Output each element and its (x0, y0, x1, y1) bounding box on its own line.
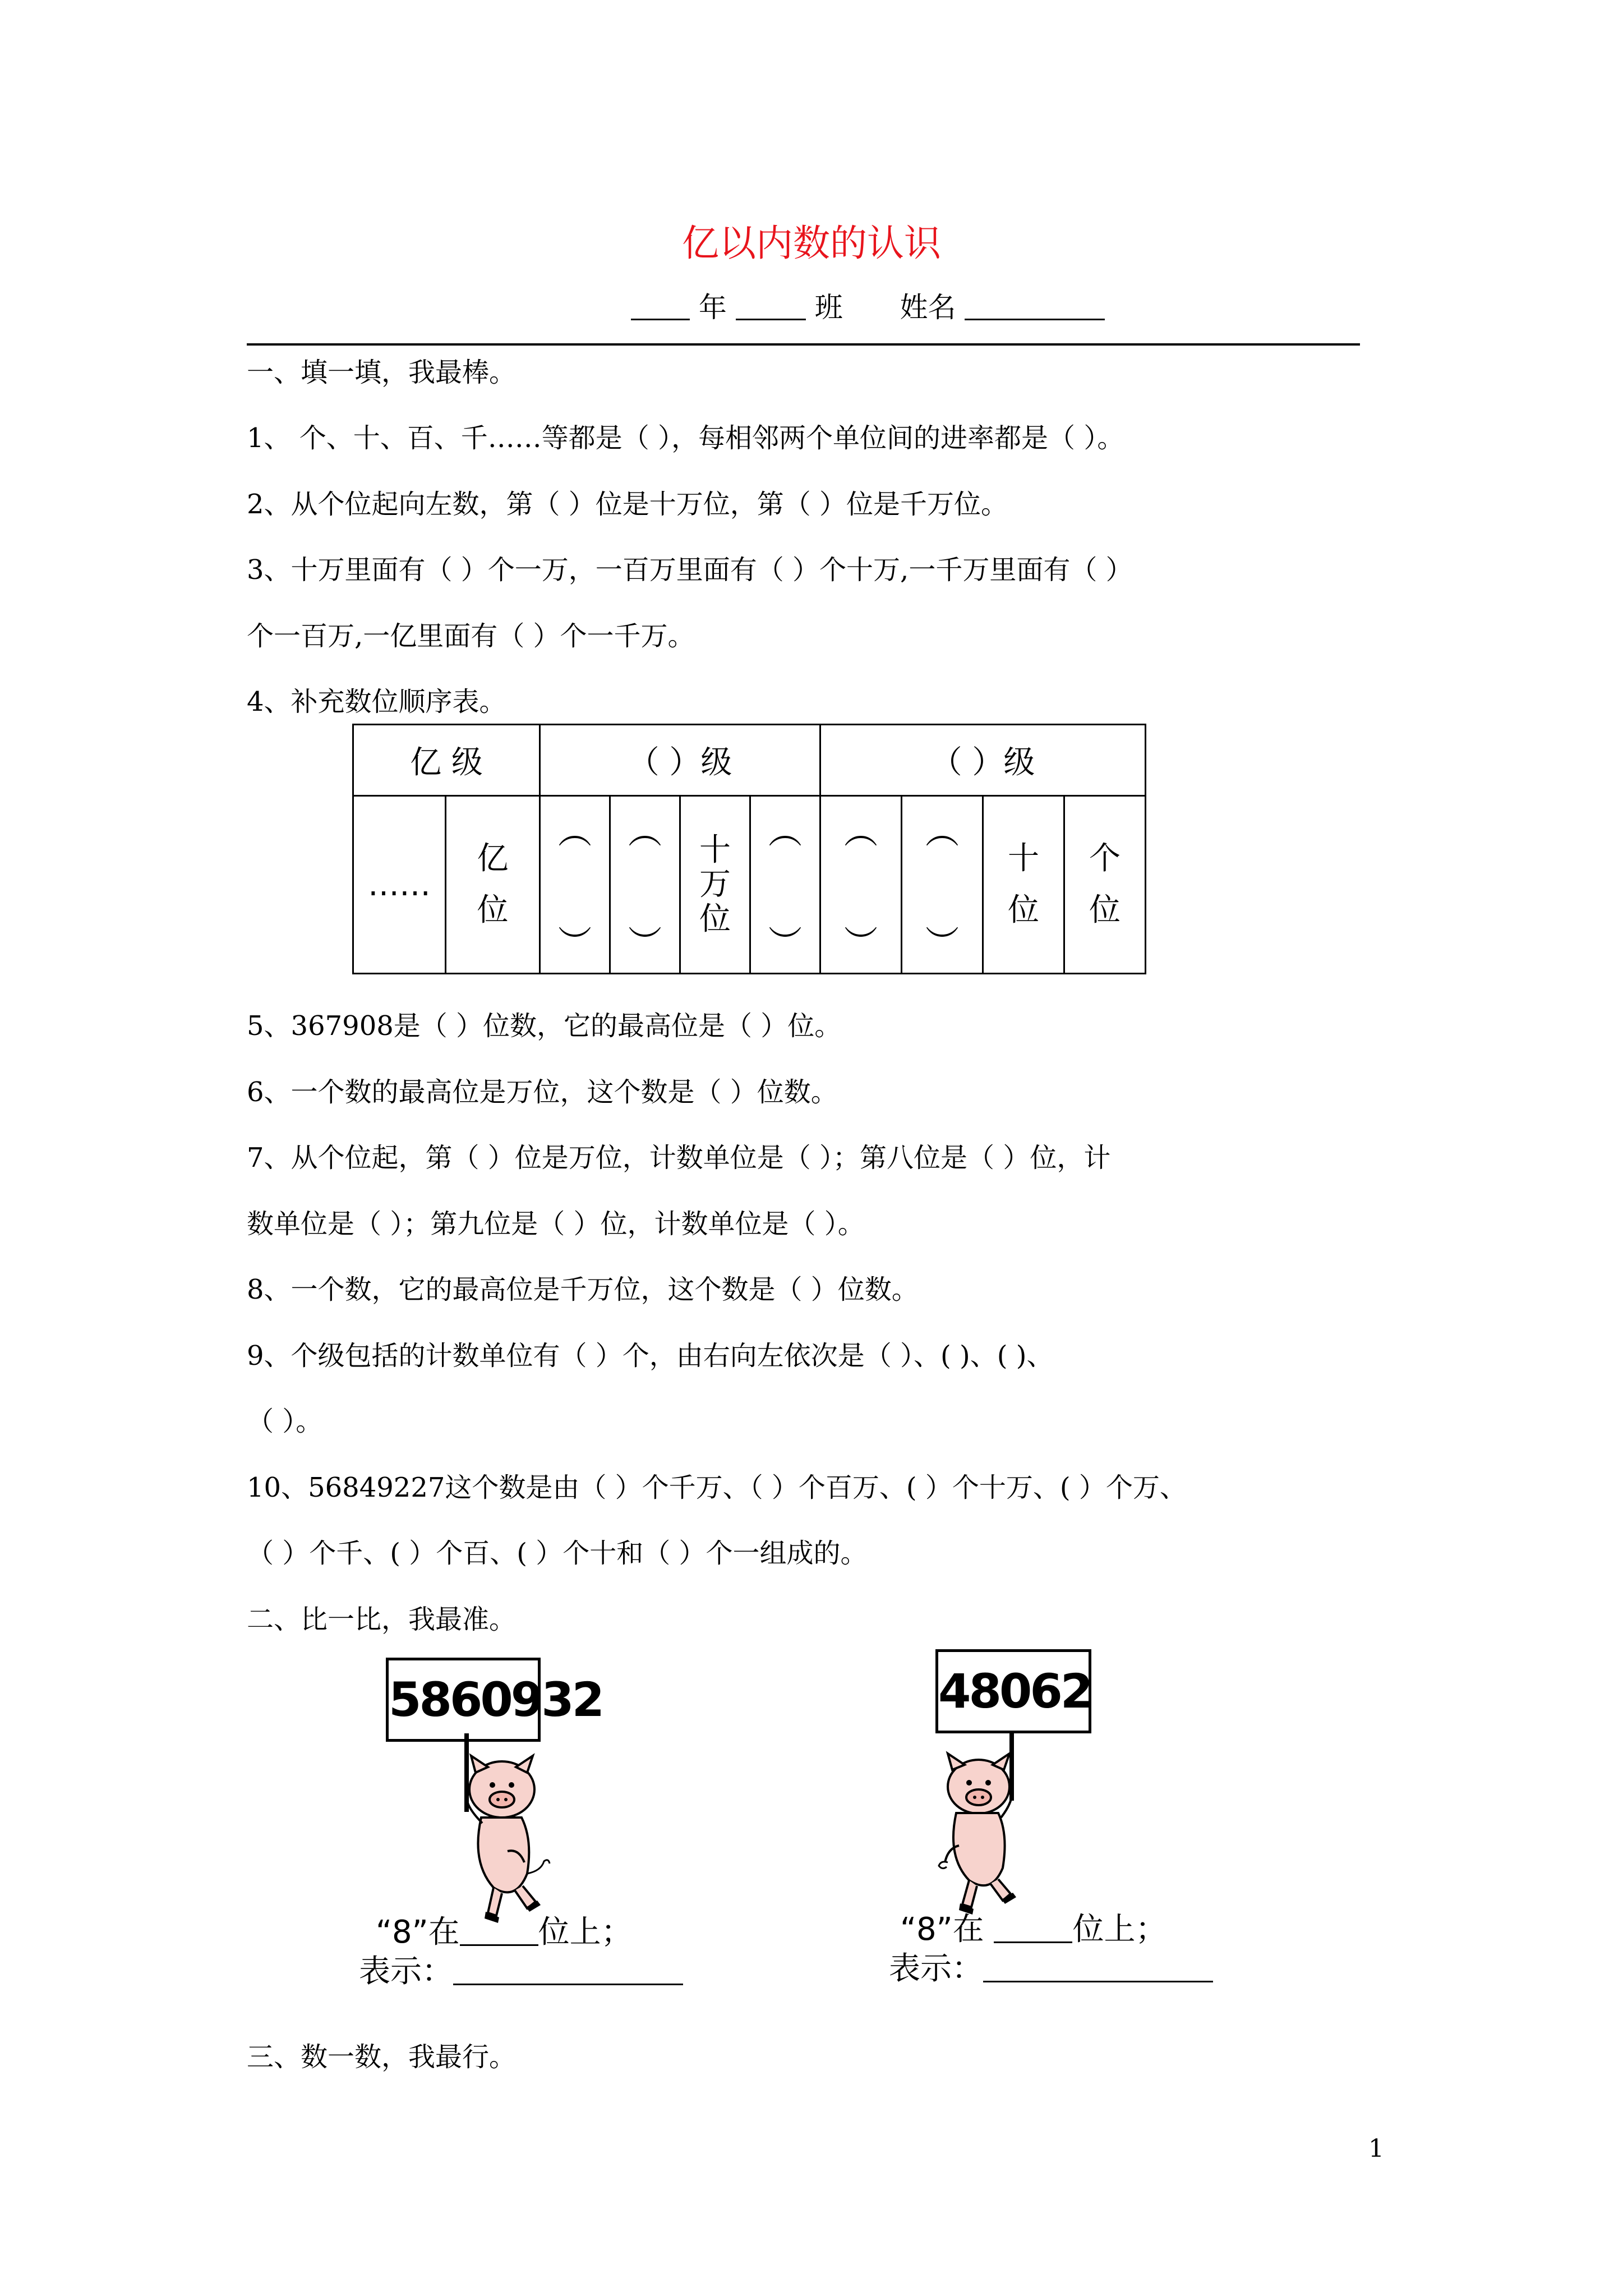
header-ge-level[interactable]: （ ）级 (820, 725, 1146, 796)
grade-blank[interactable] (631, 294, 690, 320)
name-blank[interactable] (965, 294, 1105, 320)
left-position-blank[interactable] (460, 1916, 538, 1946)
section3-heading: 三、数一数，我最行。 (247, 2041, 517, 2073)
blank-place-cell[interactable]: ︵ ︶ (610, 796, 680, 974)
shi-wan-wei-cell: 十 万 位 (680, 796, 750, 974)
question-4: 4、补充数位顺序表。 (247, 686, 506, 717)
right-meaning-blank[interactable] (983, 1953, 1213, 1982)
question-8: 8、一个数，它的最高位是千万位，这个数是（ ）位数。 (247, 1274, 919, 1305)
blank-place-cell[interactable]: ︵ ︶ (750, 796, 820, 974)
question-6: 6、一个数的最高位是万位，这个数是（ ）位数。 (247, 1076, 838, 1108)
header-rule (247, 343, 1360, 346)
yi-wei-cell: 亿 位 (446, 796, 540, 974)
question-1: 1、 个、十、百、千……等都是（ ），每相邻两个单位间的进率都是（ ）。 (247, 422, 1124, 454)
ge-wei-cell: 个 位 (1064, 796, 1146, 974)
question-10a: 10、56849227这个数是由（ ）个千万、（ ）个百万、( ）个十万、( ）个万、 (247, 1472, 1187, 1503)
question-10b: （ ）个千、( ）个百、( ）个十和（ ）个一组成的。 (247, 1538, 868, 1569)
shi-wei-cell: 十 位 (983, 796, 1064, 974)
header-yi-level: 亿 级 (353, 725, 540, 796)
ellipsis-text: …… (368, 866, 431, 903)
left-meaning-blank[interactable] (453, 1955, 683, 1985)
question-2: 2、从个位起向左数，第（ ）位是十万位，第（ ）位是千万位。 (247, 489, 1008, 520)
question-7b: 数单位是（ ）；第九位是（ ）位，计数单位是（ ）。 (247, 1208, 865, 1240)
question-3a: 3、十万里面有（ ）个一万，一百万里面有（ ）个十万,一千万里面有（ ） (247, 554, 1133, 586)
section2-heading: 二、比一比，我最准。 (247, 1604, 517, 1635)
blank-place-cell[interactable]: ︵ ︶ (540, 796, 610, 974)
question-3b: 个一百万,一亿里面有（ ）个一千万。 (247, 620, 695, 652)
blank-place-cell[interactable]: ︵ ︶ (902, 796, 983, 974)
left-caption-position: “8”在 位上； (376, 1914, 633, 1950)
pig-holding-sign-icon (925, 1733, 1032, 1918)
right-caption-position: “8”在 位上； (900, 1911, 1167, 1948)
place-value-table (352, 724, 1146, 974)
header-wan-level[interactable]: （ ）级 (540, 725, 820, 796)
question-9b: （ ）。 (247, 1406, 323, 1437)
page-title: 亿以内数的认识 (682, 222, 941, 265)
question-7a: 7、从个位起，第（ ）位是万位，计数单位是（ ）；第八位是（ ）位，计 (247, 1142, 1111, 1174)
class-blank[interactable] (736, 294, 806, 320)
question-9a: 9、个级包括的计数单位有（ ）个，由右向左依次是（ ）、( )、( )、 (247, 1340, 1054, 1372)
page-number: 1 (1368, 2134, 1384, 2163)
student-info (631, 285, 1105, 325)
year-label: 年 (698, 291, 727, 324)
class-label: 班 (814, 291, 843, 324)
left-caption-meaning: 表示： (359, 1947, 683, 1991)
name-label: 姓名 (900, 291, 956, 324)
dots-cell (353, 796, 446, 974)
left-number-sign: 5860932 (386, 1658, 541, 1742)
pig-holding-sign-icon (449, 1733, 555, 1927)
question-5: 5、367908是（ ）位数，它的最高位是（ ）位。 (247, 1010, 842, 1042)
right-number-sign: 48062 (935, 1649, 1091, 1733)
right-caption-meaning: 表示： (889, 1944, 1213, 1989)
blank-place-cell[interactable]: ︵ ︶ (820, 796, 902, 974)
right-position-blank[interactable] (994, 1913, 1072, 1943)
section1-heading: 一、填一填，我最棒。 (247, 357, 517, 388)
